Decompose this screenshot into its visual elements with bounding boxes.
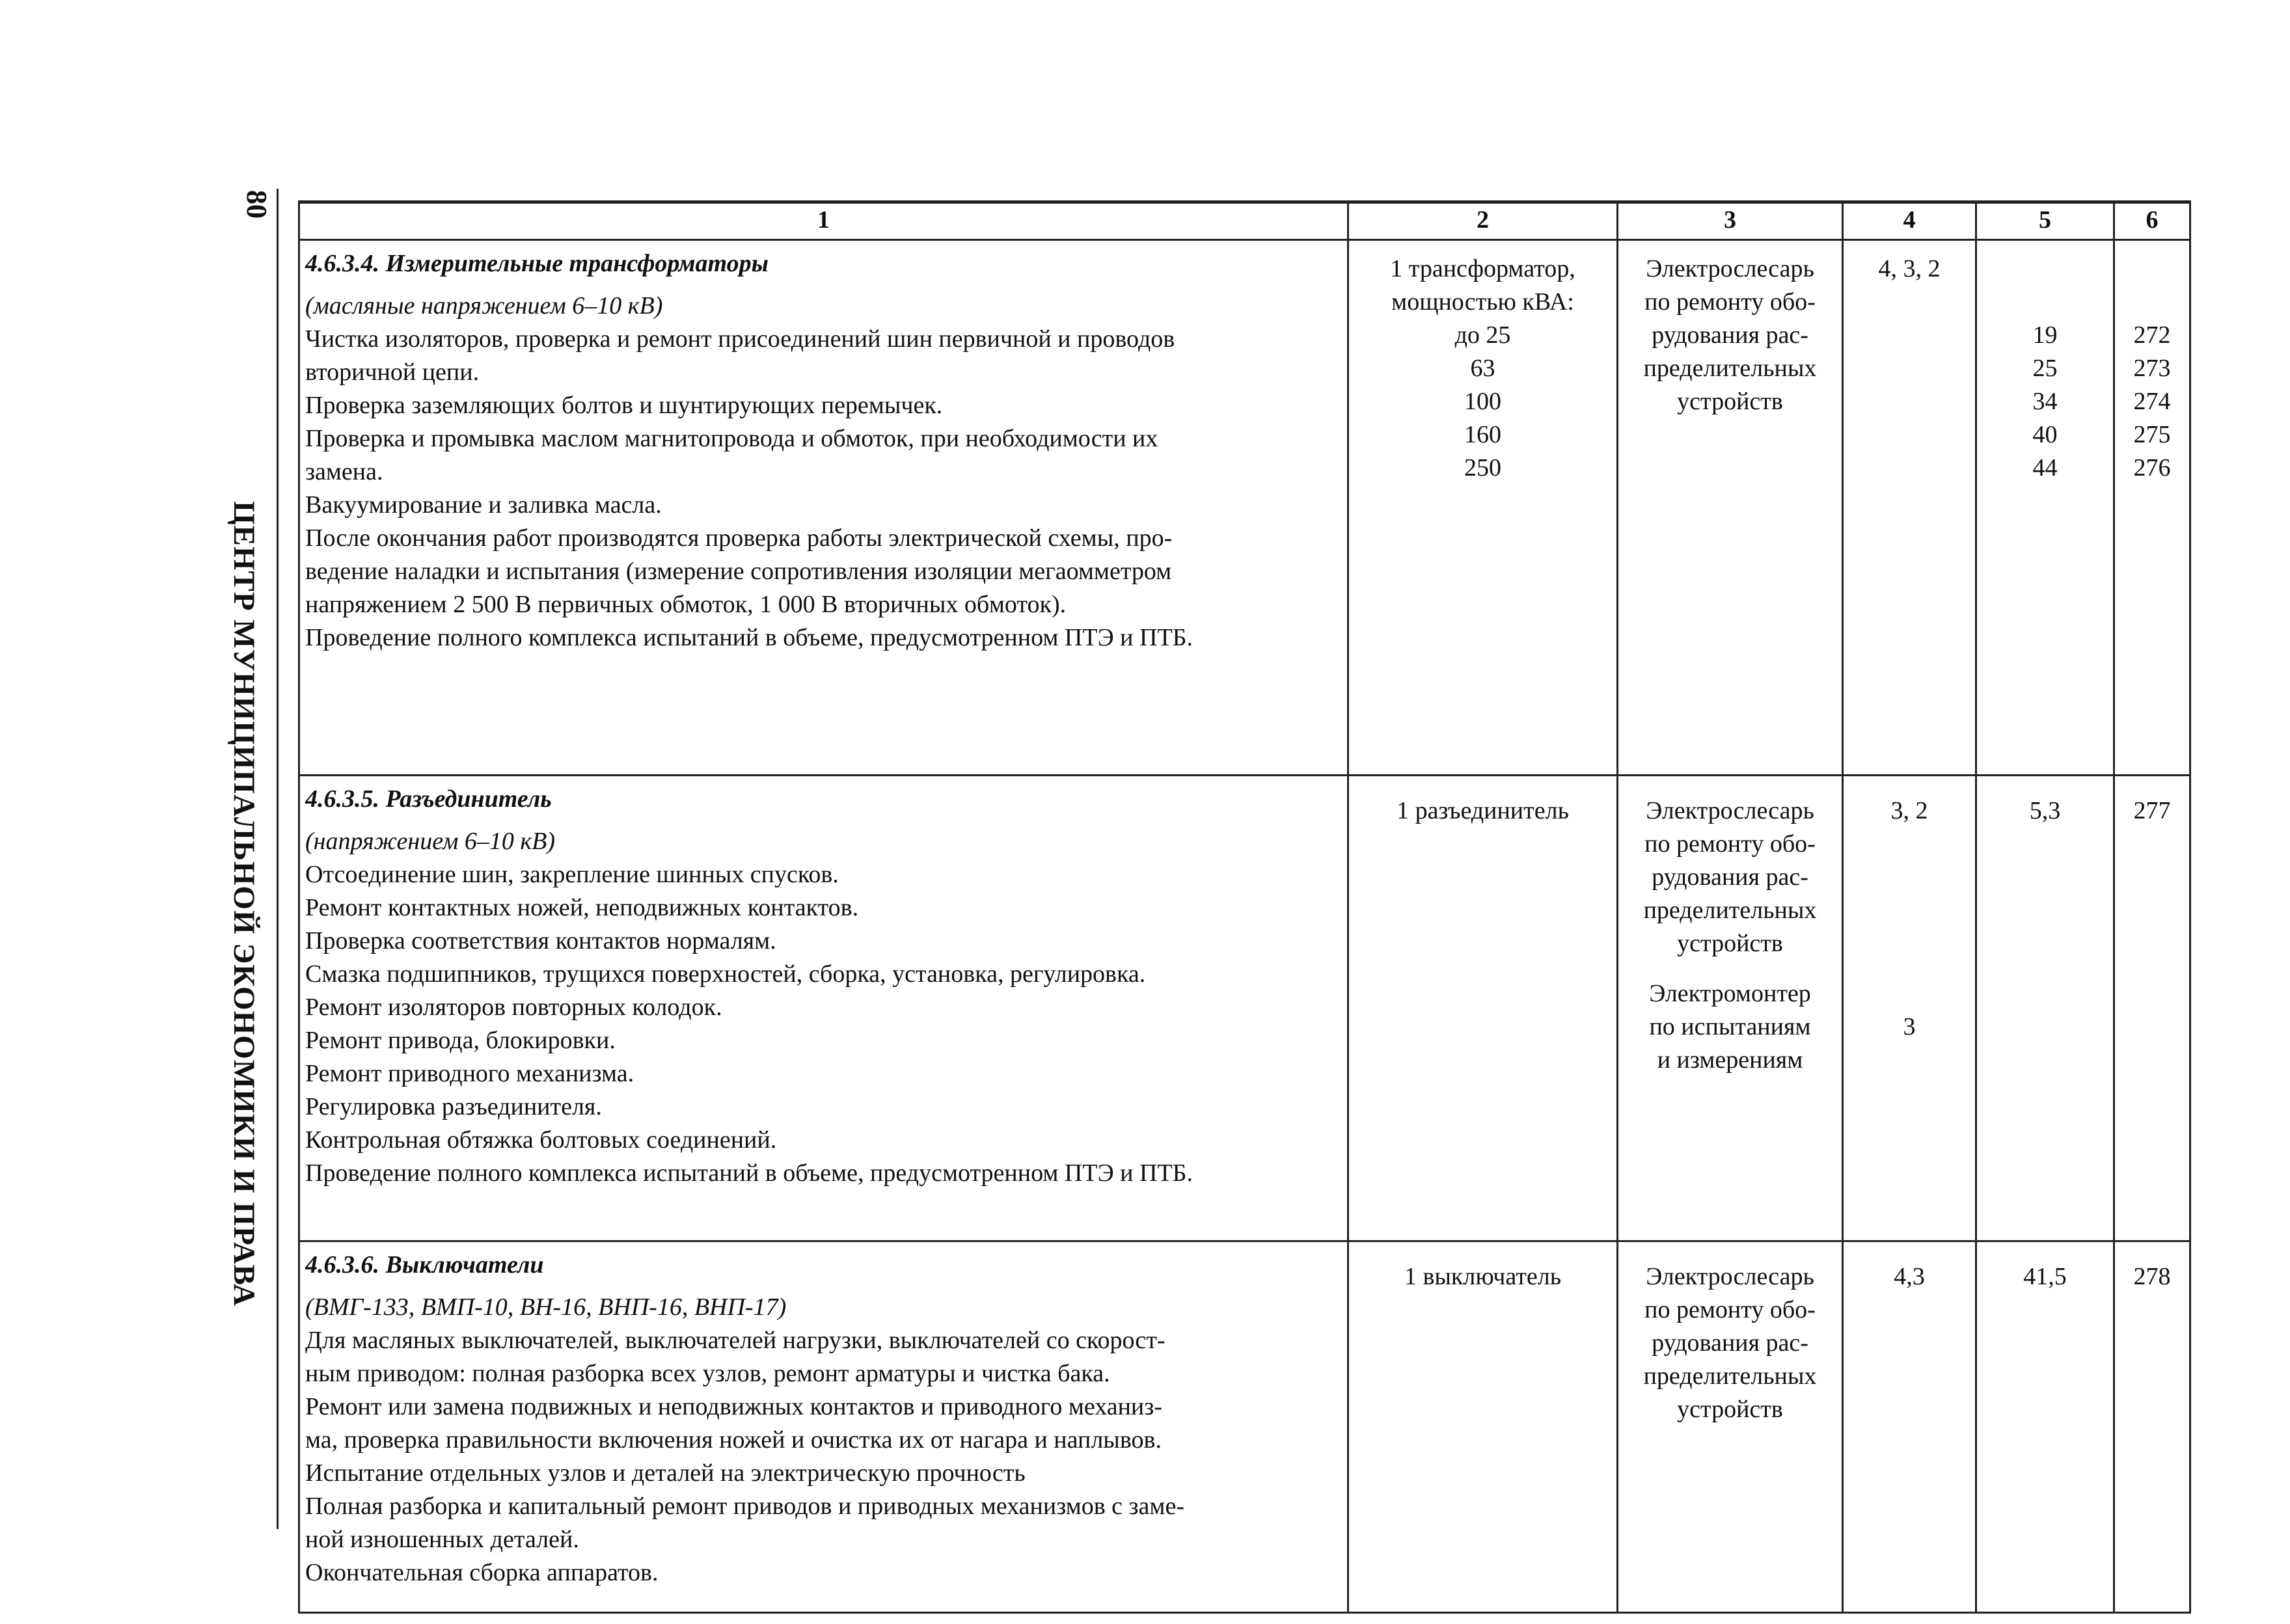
text-line: Для масляных выключателей, выключателей нагрузки, выключателей со скорост- [305, 1327, 1165, 1354]
text-line: Смазка подшипников, трущихся поверхностей, сборка, установка, регулировка. [305, 960, 1146, 988]
section-subtitle: (напряжением 6–10 кВ) [305, 828, 556, 855]
worker-line: Электрослесарь [1646, 255, 1814, 282]
time-value: 34 [2032, 388, 2058, 415]
norms-table [298, 200, 2191, 1614]
text-line: Ремонт привода, блокировки. [305, 1027, 616, 1054]
unit-line: 250 [1464, 454, 1501, 481]
time-value: 5,3 [2029, 797, 2061, 824]
worker-line: по ремонту обо- [1644, 830, 1816, 858]
code-value: 275 [2133, 421, 2171, 448]
text-line: ма, проверка правильности включения ножей и очистка их от нагара и наплывов. [305, 1426, 1162, 1454]
worker-line: Электрослесарь [1646, 1263, 1814, 1290]
text-line: ведение наладки и испытания (измерение сопротивления изоляции мегаомметром [305, 558, 1172, 585]
text-line: Проверка и промывка маслом магнитопровода и обмоток, при необходимости их [305, 425, 1158, 452]
code-cell [2114, 776, 2190, 1241]
section-title: 4.6.3.6. Выключатели [305, 1251, 544, 1279]
text-line: Вакуумирование и заливка масла. [305, 491, 662, 519]
unit-cell [1348, 1241, 1618, 1613]
unit-line: 160 [1464, 421, 1501, 448]
section-title: 4.6.3.5. Разъединитель [305, 785, 552, 813]
header-cell: 6 [2114, 202, 2190, 240]
text-line: ной изношенных деталей. [305, 1526, 579, 1553]
text-line: Проведение полного комплекса испытаний в объеме, предусмотренном ПТЭ и ПТБ. [305, 624, 1193, 651]
text-line: Чистка изоляторов, проверка и ремонт присоединений шин первичной и проводов [305, 325, 1175, 353]
unit-line: 1 разъединитель [1397, 797, 1569, 824]
code-cell [2114, 1241, 2190, 1613]
code-cell [2114, 240, 2190, 776]
text-line: замена. [305, 458, 383, 485]
text-line: Ремонт контактных ножей, неподвижных контактов. [305, 894, 859, 921]
text-line: Проверка заземляющих болтов и шунтирующих перемычек. [305, 392, 943, 419]
section-subtitle: (масляные напряжением 6–10 кВ) [305, 292, 663, 319]
text-line: Проведение полного комплекса испытаний в объеме, предусмотренном ПТЭ и ПТБ. [305, 1159, 1193, 1187]
unit-line: 1 трансформатор, [1390, 255, 1575, 282]
time-cell [1976, 240, 2114, 776]
text-line: Отсоединение шин, закрепление шинных спусков. [305, 861, 839, 888]
header-cell: 3 [1618, 202, 1843, 240]
grade-cell [1843, 776, 1976, 1241]
grade-cell [1843, 240, 1976, 776]
table-row [299, 776, 2190, 1241]
worker-cell [1618, 1241, 1843, 1613]
worker-line: устройств [1677, 388, 1783, 415]
text-line: Ремонт изоляторов повторных колодок. [305, 994, 722, 1021]
code-value: 273 [2133, 355, 2171, 382]
time-value: 40 [2032, 421, 2058, 448]
unit-cell [1348, 240, 1618, 776]
header-row [299, 202, 2190, 240]
text-line: Испытание отдельных узлов и деталей на электрическую прочность [305, 1459, 1026, 1487]
text-line: Контрольная обтяжка болтовых соединений. [305, 1126, 777, 1154]
code-value: 272 [2133, 321, 2171, 349]
work-description [299, 240, 1348, 776]
side-title: ЦЕНТР МУНИЦИПАЛЬНОЙ ЭКОНОМИКИ И ПРАВА [227, 501, 261, 1306]
grade-value: 4, 3, 2 [1878, 255, 1941, 282]
header-cell: 5 [1976, 202, 2114, 240]
time-cell [1976, 776, 2114, 1241]
unit-line: 63 [1470, 355, 1495, 382]
header-cell: 1 [299, 202, 1348, 240]
grade-value: 4,3 [1894, 1263, 1925, 1290]
text-line: После окончания работ производятся проверка работы электрической схемы, про- [305, 524, 1173, 552]
worker-line: рудования рас- [1652, 863, 1808, 891]
unit-line: мощностью кВА: [1391, 288, 1574, 316]
unit-line: 1 выключатель [1404, 1263, 1562, 1290]
text-line: Полная разборка и капитальный ремонт приводов и приводных механизмов с заме- [305, 1493, 1184, 1520]
worker-line: Электрослесарь [1646, 797, 1814, 824]
text-line: Регулировка разъединителя. [305, 1093, 602, 1120]
worker-line: пределительных [1643, 1362, 1817, 1390]
grade-cell [1843, 1241, 1976, 1613]
worker-line: устройств [1677, 1396, 1783, 1423]
unit-cell [1348, 776, 1618, 1241]
header-cell: 4 [1843, 202, 1976, 240]
text-line: вторичной цепи. [305, 359, 480, 386]
time-value: 19 [2032, 321, 2058, 349]
grade-value: 3 [1903, 1013, 1916, 1040]
worker-line: по ремонту обо- [1644, 288, 1816, 316]
text-line: ным приводом: полная разборка всех узлов, ремонт арматуры и чистка бака. [305, 1360, 1110, 1387]
side-rule [277, 189, 279, 1529]
time-value: 25 [2032, 355, 2058, 382]
unit-line: до 25 [1454, 321, 1511, 349]
work-description [299, 1241, 1348, 1613]
section-subtitle: (ВМГ-133, ВМП-10, ВН-16, ВНП-16, ВНП-17) [305, 1293, 787, 1321]
code-value: 277 [2133, 797, 2171, 824]
code-value: 276 [2133, 454, 2171, 481]
section-title: 4.6.3.4. Измерительные трансформаторы [305, 250, 769, 277]
text-line: напряжением 2 500 В первичных обмоток, 1 000 В вторичных обмоток). [305, 591, 1067, 618]
unit-line: 100 [1464, 388, 1501, 415]
table-row [299, 1241, 2190, 1613]
worker-line: пределительных [1643, 897, 1817, 924]
worker-cell [1618, 240, 1843, 776]
worker-line: устройств [1677, 930, 1783, 957]
time-value: 44 [2032, 454, 2058, 481]
worker-line: по ремонту обо- [1644, 1296, 1816, 1323]
time-value: 41,5 [2023, 1263, 2067, 1290]
text-line: Ремонт приводного механизма. [305, 1060, 634, 1087]
worker-cell [1618, 776, 1843, 1241]
worker-line: рудования рас- [1652, 1329, 1808, 1357]
worker-line: пределительных [1643, 355, 1817, 382]
worker-line: Электромонтер [1649, 980, 1811, 1007]
code-value: 278 [2133, 1263, 2171, 1290]
time-cell [1976, 1241, 2114, 1613]
work-description [299, 776, 1348, 1241]
page-number: 80 [241, 190, 273, 219]
worker-line: рудования рас- [1652, 321, 1808, 349]
table-row [299, 240, 2190, 776]
worker-line: по испытаниям [1649, 1013, 1811, 1040]
worker-line: и измерениям [1657, 1046, 1803, 1074]
text-line: Проверка соответствия контактов нормалям. [305, 927, 776, 954]
code-value: 274 [2133, 388, 2171, 415]
grade-value: 3, 2 [1890, 797, 1928, 824]
text-line: Окончательная сборка аппаратов. [305, 1559, 659, 1586]
header-cell: 2 [1348, 202, 1618, 240]
text-line: Ремонт или замена подвижных и неподвижных контактов и приводного механиз- [305, 1393, 1162, 1420]
